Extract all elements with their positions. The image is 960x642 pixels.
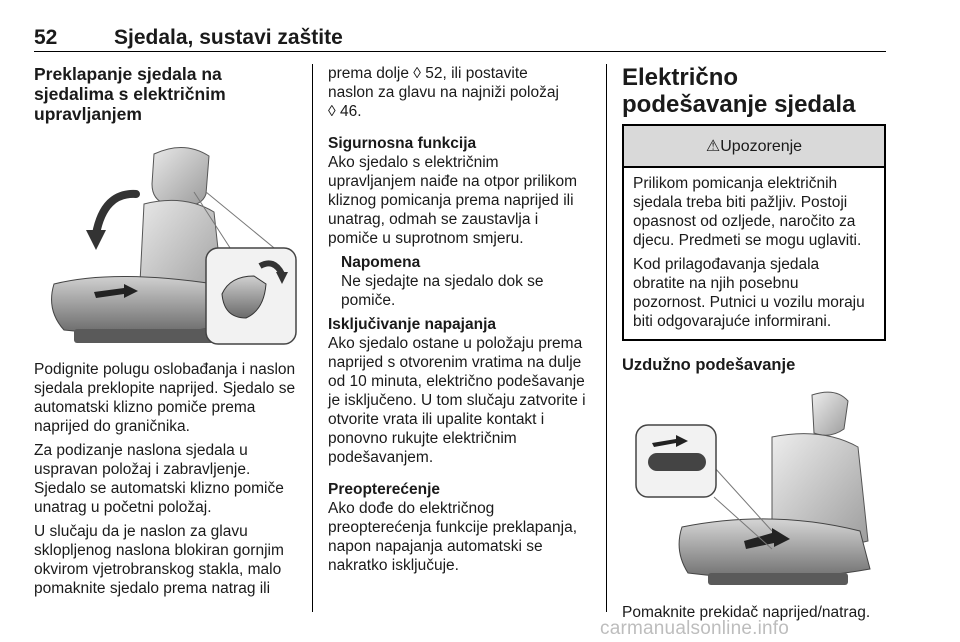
longitudinal-caption: Pomaknite prekidač naprijed/natrag.	[622, 604, 871, 621]
seat-folding-drawing	[34, 134, 300, 348]
overload-text: Ako dođe do električnog preopterećenja funkcije preklapanja, napon napajanja automatski se nakratko isključuje.	[328, 500, 578, 574]
column-divider-2	[606, 64, 607, 612]
section-heading-folding: Preklapanje sjedala na sjedalima s električnim upravljanjem	[34, 64, 226, 124]
section-heading-electric: Električno podešavanje sjedala	[622, 64, 856, 118]
header-rule	[34, 51, 886, 52]
folding-paragraph-2: Za podizanje naslona sjedala u uspravan položaj i zabravljenje. Sjedalo se automatski klizno pomiče unatrag u početni položaj.	[34, 442, 284, 516]
seat-folding-illustration	[34, 134, 300, 348]
running-title: Sjedala, sustavi zaštite	[114, 26, 343, 49]
column-right	[622, 64, 886, 622]
page-header	[34, 26, 886, 52]
overload-heading: Preopterećenje	[328, 481, 440, 498]
longitudinal-drawing	[622, 381, 886, 589]
longitudinal-illustration	[622, 381, 886, 589]
warning-box	[622, 124, 886, 341]
longitudinal-heading: Uzdužno podešavanje	[622, 356, 796, 374]
page-number: 52	[34, 26, 58, 49]
column-middle	[328, 64, 590, 575]
warning-body	[624, 168, 884, 339]
warning-title: ⚠Upozorenje	[624, 126, 884, 168]
continued-line-3: ◊ 46.	[328, 103, 362, 120]
note-heading: Napomena	[341, 254, 421, 271]
folding-paragraph-1: Podignite polugu oslobađanja i naslon sjedala preklopite naprijed. Sjedalo se automatski klizno pomiče prema naprijed do graničnika.	[34, 361, 296, 435]
warning-paragraph-2: Kod prilagođavanja sjedala obratite na njih posebnu pozornost. Putnici u vozilu moraju biti odgovarajuće informirani.	[633, 256, 865, 330]
folding-paragraph-3: U slučaju da je naslon za glavu sklopljenog naslona blokiran gornjim okvirom vjetrobranskog stakla, malo pomaknite sjedalo prema natrag ili	[34, 523, 284, 597]
column-left	[34, 64, 300, 598]
note-text: Ne sjedajte na sjedalo dok se pomiče.	[341, 273, 544, 309]
safety-heading: Sigurnosna funkcija	[328, 135, 477, 152]
power-off-text: Ako sjedalo ostane u položaju prema naprijed s otvorenim vratima na dulje od 10 minuta, električno podešavanje je isključeno. U tom slučaju zatvorite i otvorite vrata ili upalite kontakt i ponovno rukujte električnim podešavanjem.	[328, 335, 586, 466]
power-off-heading: Isključivanje napajanja	[328, 316, 496, 333]
note-block	[328, 253, 590, 310]
warning-paragraph-1: Prilikom pomicanja električnih sjedala treba biti pažljiv. Postoji opasnost od ozljede, naročito za djecu. Predmeti se mogu uglaviti.	[633, 175, 862, 249]
column-divider-1	[312, 64, 313, 612]
watermark: carmanualsonline.info	[600, 618, 790, 639]
safety-text: Ako sjedalo s električnim upravljanjem naiđe na otpor prilikom kliznog pomicanja prema naprijed ili unatrag, odmah se zaustavlja i pomiče u suprotnom smjeru.	[328, 154, 577, 247]
continued-line-2: naslon za glavu na najniži položaj	[328, 84, 559, 101]
continued-line-1: prema dolje ◊ 52, ili postavite	[328, 65, 528, 82]
